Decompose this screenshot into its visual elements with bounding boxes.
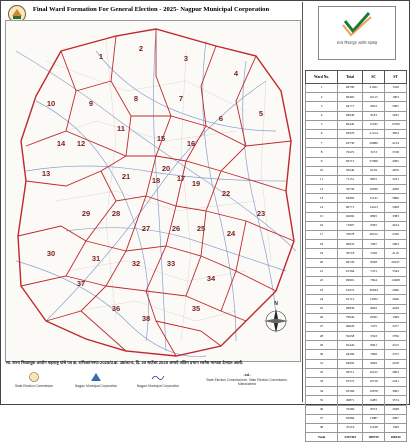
ward-label-6[interactable]: 6	[218, 114, 224, 123]
cell-ward: 33	[306, 378, 338, 387]
ward-label-29[interactable]: 29	[81, 209, 91, 218]
cell-st: 3748	[385, 148, 407, 157]
ward-population-table	[305, 70, 407, 442]
ward-label-22[interactable]: 22	[221, 189, 231, 198]
cell-ward: 23	[306, 286, 338, 295]
cell-st: 4676	[385, 166, 407, 175]
table-row	[306, 166, 407, 175]
cell-ward: 8	[306, 148, 338, 157]
cell-st: 2018	[385, 359, 407, 368]
table-row	[306, 148, 407, 157]
cell-total: 62443	[338, 341, 363, 350]
table-row	[306, 396, 407, 405]
footer-label-sec: State Election Commission	[14, 384, 54, 388]
table-row	[306, 240, 407, 249]
ward-map[interactable]	[5, 20, 301, 362]
ward-label-1[interactable]: 1	[98, 52, 104, 61]
cell-ward: 12	[306, 185, 338, 194]
cell-ward: 21	[306, 267, 338, 276]
cell-st: 5468	[385, 203, 407, 212]
cell-ward: 18	[306, 240, 338, 249]
table-row	[306, 276, 407, 285]
ward-label-38[interactable]: 38	[141, 314, 151, 323]
table-row	[306, 405, 407, 414]
cell-ward: 15	[306, 212, 338, 221]
cell-st: 2993	[385, 240, 407, 249]
approval-note: सा. राज्य निवडणूक आयोग महाराष्ट्र यांचे पत्र क्र. रानिआ/मनपा-2025/प्र.क्र. 38/का-5, दि. 30 सप्टेंबर 2025 अन्वये अंतिम प्रभाग रचनेस मान्यता देण्यात आली.	[6, 360, 244, 365]
cell-sc: 6895	[363, 212, 385, 221]
cell-st: 1369	[385, 313, 407, 322]
cell-st: 5065	[385, 102, 407, 111]
total-label: Total	[306, 433, 338, 442]
cell-sc: 29680	[363, 139, 385, 148]
footer-item-nmc-2	[130, 372, 186, 388]
cell-ward: 37	[306, 414, 338, 423]
col-header-sc: SC	[363, 71, 385, 84]
cell-ward: 13	[306, 194, 338, 203]
cell-st: 1903	[385, 93, 407, 102]
cell-st: 12760	[385, 120, 407, 129]
ward-label-7[interactable]: 7	[178, 94, 184, 103]
cell-st: 2603	[385, 368, 407, 377]
cell-total: 69032	[338, 240, 363, 249]
cell-sc: 5326	[363, 249, 385, 258]
table-row	[306, 341, 407, 350]
ward-label-3[interactable]: 3	[183, 54, 189, 63]
table-row	[306, 332, 407, 341]
cell-sc: 28212	[363, 231, 385, 240]
table-row	[306, 102, 407, 111]
cell-total: 49871	[338, 396, 363, 405]
cell-ward: 3	[306, 102, 338, 111]
cell-st: 3854	[385, 129, 407, 138]
cell-sc: 13052	[363, 295, 385, 304]
table-row	[306, 93, 407, 102]
table-row	[306, 286, 407, 295]
cell-sc: 5563	[363, 332, 385, 341]
cell-total: 66836	[338, 304, 363, 313]
table-row	[306, 129, 407, 138]
compass-north-label: N	[274, 301, 278, 307]
ward-label-14[interactable]: 14	[56, 139, 66, 148]
total-st: 180444	[385, 433, 407, 442]
cell-total: 63684	[338, 414, 363, 423]
table-row	[306, 203, 407, 212]
cell-sc: 30044	[363, 286, 385, 295]
cell-sc: 7666	[363, 350, 385, 359]
table-row	[306, 212, 407, 221]
ward-label-10[interactable]: 10	[46, 99, 56, 108]
ward-label-23[interactable]: 23	[256, 209, 266, 218]
ward-label-12[interactable]: 12	[76, 139, 86, 148]
right-panel	[302, 2, 409, 439]
cell-st: 3695	[385, 387, 407, 396]
table-row	[306, 322, 407, 331]
cell-sc: 9183	[363, 111, 385, 120]
cell-sc: 6485	[363, 396, 385, 405]
cell-total: 69901	[338, 276, 363, 285]
cell-sc: 16115	[363, 93, 385, 102]
cell-ward: 20	[306, 258, 338, 267]
cell-total: 60715	[338, 157, 363, 166]
ward-label-2[interactable]: 2	[138, 44, 144, 53]
cell-st: 3383	[385, 212, 407, 221]
ward-label-19[interactable]: 19	[191, 179, 201, 188]
sec-logo	[318, 6, 396, 60]
ward-label-8[interactable]: 8	[133, 94, 139, 103]
cell-total: 64296	[338, 350, 363, 359]
cell-sc: 11438	[363, 423, 385, 432]
cell-total: 59458	[338, 332, 363, 341]
col-header-ward: Ward No.	[306, 71, 338, 84]
table-row	[306, 368, 407, 377]
cell-total: 62692	[338, 212, 363, 221]
ward-label-36[interactable]: 36	[111, 304, 121, 313]
cell-ward: 7	[306, 139, 338, 148]
cell-ward: 27	[306, 322, 338, 331]
cell-total: 64771	[338, 102, 363, 111]
ward-label-28[interactable]: 28	[111, 209, 121, 218]
table-row	[306, 387, 407, 396]
cell-st: 2046	[385, 295, 407, 304]
cell-sc: 8061	[363, 341, 385, 350]
cell-st: 4119	[385, 249, 407, 258]
cell-st: 2065	[385, 157, 407, 166]
cell-st: 5866	[385, 194, 407, 203]
cell-st: 3574	[385, 396, 407, 405]
table-row	[306, 139, 407, 148]
table-row	[306, 194, 407, 203]
total-population: 2447494	[338, 433, 363, 442]
table-row	[306, 378, 407, 387]
cell-st: 2048	[385, 405, 407, 414]
cell-st: 5344	[385, 267, 407, 276]
table-row	[306, 267, 407, 276]
cell-st: 2375	[385, 350, 407, 359]
footer-logos	[6, 372, 300, 400]
cell-sc: 7231	[363, 267, 385, 276]
cell-sc: 3153	[363, 148, 385, 157]
cell-st: 1520	[385, 84, 407, 93]
cell-st: 2040	[385, 286, 407, 295]
cell-sc: 6602	[363, 304, 385, 313]
ward-label-5[interactable]: 5	[258, 109, 264, 118]
table-total-row	[306, 433, 407, 442]
cell-sc: 13987	[363, 414, 385, 423]
cell-total: 71151	[338, 175, 363, 184]
ward-label-17[interactable]: 17	[176, 174, 186, 183]
cell-st: 3277	[385, 322, 407, 331]
cell-ward: 29	[306, 341, 338, 350]
ward-label-4[interactable]: 4	[233, 69, 239, 78]
cell-ward: 34	[306, 387, 338, 396]
cell-st: 2032	[385, 111, 407, 120]
table-row	[306, 185, 407, 194]
ward-label-27[interactable]: 27	[141, 224, 151, 233]
cell-st: 3796	[385, 332, 407, 341]
ward-label-30[interactable]: 30	[46, 249, 56, 258]
cell-total: 69711	[338, 368, 363, 377]
ward-label-25[interactable]: 25	[196, 224, 206, 233]
cell-ward: 4	[306, 111, 338, 120]
table-row	[306, 304, 407, 313]
cell-total: 47216	[338, 423, 363, 432]
cell-st: 4134	[385, 139, 407, 148]
table-row	[306, 295, 407, 304]
ward-label-24[interactable]: 24	[226, 229, 236, 238]
ward-label-15[interactable]: 15	[156, 134, 166, 143]
ward-label-20[interactable]: 20	[161, 164, 171, 173]
table-row	[306, 120, 407, 129]
cell-ward: 14	[306, 203, 338, 212]
cell-total: 60771	[338, 203, 363, 212]
cell-ward: 16	[306, 221, 338, 230]
cell-sc: 7844	[363, 276, 385, 285]
compass-rose-icon	[264, 309, 288, 333]
cell-ward: 24	[306, 295, 338, 304]
cell-total: 63979	[338, 129, 363, 138]
cell-sc: 21021	[363, 84, 385, 93]
cell-ward: 26	[306, 313, 338, 322]
cell-sc: 10716	[363, 378, 385, 387]
cell-st: 3231	[385, 175, 407, 184]
ward-label-21[interactable]: 21	[121, 172, 131, 181]
table-row	[306, 175, 407, 184]
cell-ward: 31	[306, 359, 338, 368]
footer-item-commissioner	[202, 372, 292, 386]
cell-sc: 8553	[363, 405, 385, 414]
cell-sc: 16939	[363, 185, 385, 194]
cell-total: 61394	[338, 267, 363, 276]
table-row	[306, 359, 407, 368]
map-title: Final Ward Formation For General Election - 2025- Nagpur Municipal Corporation	[32, 6, 270, 13]
cell-ward: 10	[306, 166, 338, 175]
cell-total: 60626	[338, 322, 363, 331]
cell-total: 65566	[338, 387, 363, 396]
ward-label-16[interactable]: 16	[186, 139, 196, 148]
cell-st: 2336	[385, 231, 407, 240]
cell-st: 2967	[385, 414, 407, 423]
total-sc: 480759	[363, 433, 385, 442]
signature-mark: -sd-	[243, 372, 251, 377]
footer-label-nmc-1: Nagpur Municipal Corporation	[74, 384, 118, 388]
cell-ward: 32	[306, 368, 338, 377]
cell-sc: 9395	[363, 221, 385, 230]
cell-sc: 7475	[363, 322, 385, 331]
ward-label-31[interactable]: 31	[91, 254, 101, 263]
ward-label-32[interactable]: 32	[131, 259, 141, 268]
cell-total: 70678	[338, 231, 363, 240]
cell-sc: 8508	[363, 258, 385, 267]
cell-total: 59718	[338, 249, 363, 258]
cell-total: 66949	[338, 111, 363, 120]
cell-total: 59240	[338, 166, 363, 175]
cell-total: 69442	[338, 120, 363, 129]
cell-sc: 7097	[363, 240, 385, 249]
cell-ward: 38	[306, 423, 338, 432]
ward-label-34[interactable]: 34	[206, 274, 216, 283]
cell-sc: 8655	[363, 175, 385, 184]
sec-logo-text: राज्य निवडणूक आयोग महाराष्ट्र	[336, 41, 378, 45]
cell-ward: 11	[306, 175, 338, 184]
cell-total: 59736	[338, 185, 363, 194]
ward-label-9[interactable]: 9	[88, 99, 94, 108]
col-header-st: ST	[385, 71, 407, 84]
cell-st: 29237	[385, 258, 407, 267]
ward-label-26[interactable]: 26	[171, 224, 181, 233]
cell-total: 69790	[338, 84, 363, 93]
footer-label-commissioner: State Election Commissioner, State Election Commission, Maharashtra	[206, 378, 288, 386]
ward-label-33[interactable]: 33	[166, 259, 176, 268]
cell-ward: 17	[306, 231, 338, 240]
table-row	[306, 231, 407, 240]
nmc-logo-icon	[89, 372, 103, 382]
cell-st: 12468	[385, 276, 407, 285]
cell-total: 64092	[338, 359, 363, 368]
table-row	[306, 258, 407, 267]
ward-label-37[interactable]: 37	[76, 279, 86, 288]
cell-sc: 6129	[363, 166, 385, 175]
cell-total: 70472	[338, 148, 363, 157]
cell-ward: 28	[306, 332, 338, 341]
table-row	[306, 221, 407, 230]
cell-total: 61712	[338, 295, 363, 304]
cell-st: 1399	[385, 423, 407, 432]
cell-sc: 10215	[363, 368, 385, 377]
table-row	[306, 423, 407, 432]
cell-total: 63730	[338, 139, 363, 148]
cell-ward: 30	[306, 350, 338, 359]
cell-ward: 2	[306, 93, 338, 102]
sec-seal-icon	[27, 372, 41, 382]
cell-ward: 35	[306, 396, 338, 405]
cell-ward: 22	[306, 276, 338, 285]
cell-ward: 25	[306, 304, 338, 313]
cell-sc: 15141	[363, 194, 385, 203]
cell-st: 4315	[385, 341, 407, 350]
ward-map-canvas	[6, 21, 300, 361]
cell-ward: 9	[306, 157, 338, 166]
sec-tick-logo-icon	[319, 7, 395, 41]
table-row	[306, 414, 407, 423]
cell-ward: 19	[306, 249, 338, 258]
footer-label-nmc-2: Nagpur Municipal Corporation	[136, 384, 180, 388]
ward-label-13[interactable]: 13	[41, 169, 51, 178]
cell-ward: 1	[306, 84, 338, 93]
cell-total: 67572	[338, 378, 363, 387]
cell-total: 62892	[338, 194, 363, 203]
ward-label-18[interactable]: 18	[151, 176, 161, 185]
cell-st: 4249	[385, 304, 407, 313]
ward-label-35[interactable]: 35	[191, 304, 201, 313]
nmc-signature-icon	[151, 372, 165, 382]
cell-sc: 21214	[363, 129, 385, 138]
cell-sc: 6652	[363, 102, 385, 111]
cell-st: 4296	[385, 185, 407, 194]
table-row	[306, 249, 407, 258]
cell-sc: 16501	[363, 313, 385, 322]
table-header-row	[306, 71, 407, 84]
table-row	[306, 84, 407, 93]
footer-item-sec	[6, 372, 62, 388]
cell-sc: 14413	[363, 203, 385, 212]
cell-ward: 36	[306, 405, 338, 414]
table-row	[306, 157, 407, 166]
cell-sc: 27066	[363, 157, 385, 166]
table-row	[306, 111, 407, 120]
cell-sc: 9649	[363, 359, 385, 368]
footer-item-nmc-1	[68, 372, 124, 388]
cell-st: 4014	[385, 221, 407, 230]
table-row	[306, 313, 407, 322]
cell-total: 71807	[338, 221, 363, 230]
cell-sc: 15185	[363, 120, 385, 129]
ward-label-11[interactable]: 11	[117, 124, 125, 133]
table-row	[306, 350, 407, 359]
cell-total: 70269	[338, 405, 363, 414]
cell-ward: 6	[306, 129, 338, 138]
cell-total: 79642	[338, 313, 363, 322]
cell-st: 2431	[385, 378, 407, 387]
cell-total: 61672	[338, 286, 363, 295]
cell-ward: 5	[306, 120, 338, 129]
col-header-total: Total	[338, 71, 363, 84]
cell-total: 69726	[338, 258, 363, 267]
cell-sc: 10078	[363, 387, 385, 396]
cell-total: 69465	[338, 93, 363, 102]
